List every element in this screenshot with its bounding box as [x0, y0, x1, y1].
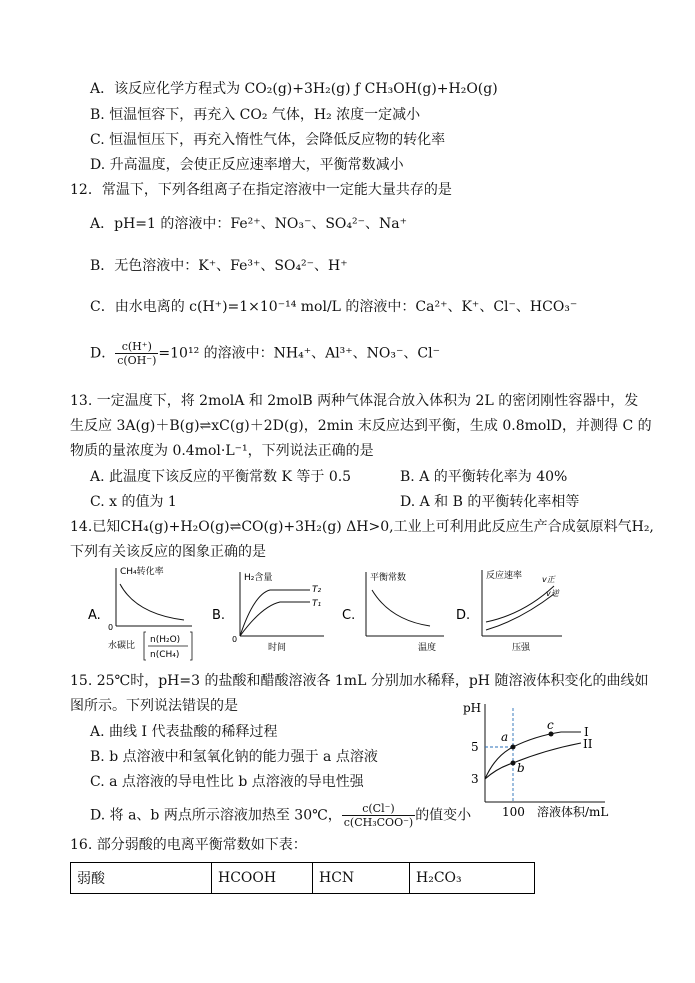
q14-d-xlabel: 压强 [512, 643, 531, 653]
q14-a-ylabel: CH₄转化率 [120, 567, 164, 577]
q11-option-a: A．该反应化学方程式为 CO₂(g)+3H₂(g) ƒ CH₃OH(g)+H₂O(g) [90, 81, 498, 97]
q14-a-frac-num: n(H₂O) [150, 635, 181, 645]
q15-point-c [549, 732, 554, 737]
q14-label-c: C. [342, 608, 356, 623]
q14-label-a: A. [88, 608, 101, 623]
q11-option-c: C. 恒温恒压下，再充入惰性气体，会降低反应物的转化率 [90, 132, 446, 148]
q14-b-t2: T₂ [312, 585, 322, 595]
q15-line1: 15. 25℃时，pH=3 的盐酸和醋酸溶液各 1mL 分别加水稀释，pH 随溶液体积变化的曲线如 [70, 673, 649, 689]
q14-b-xlabel: 时间 [268, 643, 287, 653]
q14-d-vz: v正 [542, 575, 555, 584]
q14-line1: 14.已知CH₄(g)+H₂O(g)⇌CO(g)+3H₂(g) ΔH>0,工业上可利用此反应生产合成氨原料气H₂, [70, 519, 654, 535]
q11-option-d: D. 升高温度，会使正反应速率增大，平衡常数减小 [90, 157, 404, 173]
q15-y5: 5 [471, 740, 479, 754]
q14-b-t1: T₁ [312, 599, 322, 609]
q14-b-origin: 0 [232, 635, 238, 644]
q15-ylabel: pH [463, 701, 482, 715]
q14-b-ylabel: H₂含量 [244, 573, 273, 583]
q13-line2: 生反应 3A(g)＋B(g)⇌xC(g)＋2D(g)，2min 末反应达到平衡，生成 0.8molD，并测得 C 的 [70, 418, 652, 434]
q14-c-curve [372, 590, 430, 626]
q12-d-den: c(OH⁻) [117, 354, 157, 367]
q14-line2: 下列有关该反应的图象正确的是 [70, 544, 266, 560]
q15-label-c: c [547, 718, 554, 732]
q14-d-vn: v逆 [546, 589, 559, 598]
q15-graph [455, 698, 625, 822]
q15-d-prefix: D. 将 a、b 两点所示溶液加热至 30℃， [90, 807, 342, 824]
q16-table [70, 862, 535, 894]
q15-curve-2 [485, 743, 581, 779]
q14-a-xlabel: 水碳比 [108, 641, 136, 651]
q12-d-rest: =10¹² 的溶液中：NH₄⁺、Al³⁺、NO₃⁻、Cl⁻ [158, 345, 440, 362]
q15-xlabel: 溶液体积/mL [537, 805, 609, 819]
q12-d-fraction [115, 340, 158, 367]
q15-label-a: a [501, 730, 509, 744]
q15-d-rest: 的值变小 [415, 807, 472, 824]
q14-c-xlabel: 温度 [418, 643, 437, 653]
q15-line2: 图所示。下列说法错误的是 [70, 698, 238, 714]
q15-option-a: A. 曲线 I 代表盐酸的稀释过程 [90, 724, 278, 740]
q11-option-b: B. 恒温恒容下，再充入 CO₂ 气体，H₂ 浓度一定减小 [90, 107, 421, 123]
q14-d-curve-vz [486, 586, 554, 622]
q12-d-prefix: D． [90, 345, 116, 362]
q14-d-curve-vn [486, 594, 554, 630]
table-row [71, 863, 535, 894]
q14-c-ylabel: 平衡常数 [370, 573, 407, 583]
q15-option-b: B. b 点溶液中和氢氧化钠的能力强于 a 点溶液 [90, 749, 378, 765]
q13-option-a: A. 此温度下该反应的平衡常数 K 等于 0.5 [90, 469, 352, 485]
q14-a-curve [120, 584, 184, 620]
q15-d-den: c(CH₃COO⁻) [343, 816, 414, 829]
q15-point-a [511, 745, 516, 750]
q14-label-b: B. [212, 608, 226, 623]
q15-curve-2-label: II [583, 737, 593, 751]
q14-a-origin: 0 [108, 623, 114, 632]
q16-stem: 16. 部分弱酸的电离平衡常数如下表： [70, 837, 307, 853]
q15-label-b: b [517, 761, 525, 775]
q14-label-d: D. [456, 608, 471, 623]
q12-option-c: C．由水电离的 c(H⁺)=1×10⁻¹⁴ mol/L 的溶液中：Ca²⁺、K⁺、Cl⁻、HCO₃⁻ [90, 299, 578, 315]
q12-option-a: A．pH=1 的溶液中：Fe²⁺、NO₃⁻、SO₄²⁻、Na⁺ [90, 216, 408, 232]
q15-y3: 3 [471, 772, 479, 786]
q15-curve-1-label: I [584, 725, 589, 739]
q16-header-h2co3: H₂CO₃ [410, 863, 535, 894]
q14-d-ylabel: 反应速率 [486, 571, 523, 581]
q15-point-b [511, 761, 516, 766]
q13-line3: 物质的量浓度为 0.4mol·L⁻¹，下列说法正确的是 [70, 443, 374, 459]
q12-d-num: c(H⁺) [115, 340, 158, 354]
q15-option-d [90, 802, 471, 829]
q15-option-c: C. a 点溶液的导电性比 b 点溶液的导电性强 [90, 774, 364, 790]
q15-x100: 100 [502, 805, 525, 819]
q14-graphs [84, 564, 624, 666]
q13-option-c: C. x 的值为 1 [90, 494, 177, 510]
q12-stem: 12．常温下，下列各组离子在指定溶液中一定能大量共存的是 [70, 182, 452, 198]
q16-header-acid: 弱酸 [71, 863, 212, 894]
q13-option-b: B. A 的平衡转化率为 40% [400, 469, 568, 485]
q13-option-d: D. A 和 B 的平衡转化率相等 [400, 494, 580, 510]
q16-header-hcooh: HCOOH [212, 863, 313, 894]
q15-d-fraction [342, 802, 415, 829]
q14-a-frac-den: n(CH₄) [150, 650, 180, 660]
q14-b-curve-t2 [240, 590, 310, 636]
q16-header-hcn: HCN [313, 863, 410, 894]
q15-d-num: c(Cl⁻) [342, 802, 415, 816]
q12-option-d [90, 340, 440, 367]
q14-b-curve-t1 [240, 602, 310, 636]
q13-line1: 13. 一定温度下，将 2molA 和 2molB 两种气体混合放入体积为 2L 的密闭刚性容器中，发 [70, 393, 639, 409]
q12-option-b: B．无色溶液中：K⁺、Fe³⁺、SO₄²⁻、H⁺ [90, 258, 348, 274]
